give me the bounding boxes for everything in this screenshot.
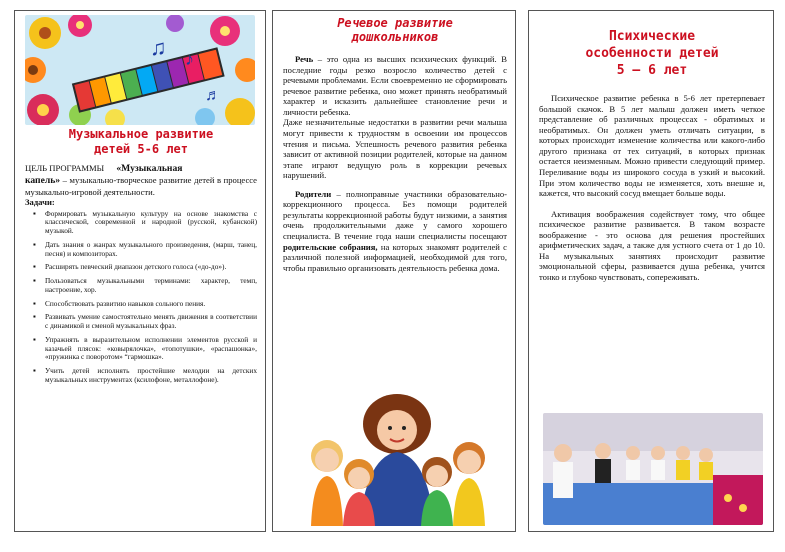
goal-text: – музыкально-творческое развитие детей в процессе музыкально-игровой деятельности.	[25, 174, 257, 197]
speech-title-line2: дошкольников	[351, 29, 439, 44]
list-item: ▪ Расширять певческий диапазон детского голоса («до-до»).	[31, 263, 257, 272]
panel-speech-development	[272, 10, 516, 532]
psych-title-line2: особенности детей	[585, 45, 719, 61]
goal-label: ЦЕЛЬ ПРОГРАММЫ	[25, 163, 105, 173]
psych-title-line1: Психические	[608, 29, 696, 44]
list-item: ▪ Упражнять в выразительном исполнении элементов русской и казачьей плясок: «ковырялочка», «топотушки», «распашонка», «пружинка с поворотом» “гармошка».	[31, 336, 257, 362]
tasks-list	[25, 210, 257, 385]
list-item: ▪ Учить детей исполнять простейшие мелодии на детских музыкальных инструментах (ксилофоне, металлофоне).	[31, 367, 257, 385]
music-title-line1: Музыкальное развитие	[68, 127, 214, 141]
children-performance-photo	[543, 413, 763, 525]
list-item: ▪ Формировать музыкальную культуру на основе знакомства с классической, современной и народной (русской, кубанской) музыкой.	[31, 210, 257, 236]
speech-title-line1: Речевое развитие	[337, 16, 453, 30]
panel-music-development	[14, 10, 266, 532]
psych-title-line3: 5 – 6 лет	[616, 62, 688, 78]
psych-paragraph-2: Активация воображения содействует тому, что общее психическое развитие развивается. В таком возрасте воображение - это основа для решения простейших арифметических задач, а также для устного счета от 1 до 10. На музыкальных занятиях происходит развитие эмоциональной сферы, развивается душа ребенка, учится тонко и глубоко чувствовать, сопереживать.	[539, 208, 765, 282]
svg-text:♬: ♬	[205, 87, 221, 104]
flowers-piano-illustration	[25, 15, 255, 125]
program-goal	[25, 163, 257, 197]
list-item: ▪ Развивать умение самостоятельно менять движения в соответствии с динамикой и сменой музыкальных фраз.	[31, 313, 257, 331]
speech-paragraph-3: Родители – полноправные участники образовательно-коррекционного процесса. Без помощи родителей результаты коррекционной работы будут низкими, а занятия очень продолжительными даже у самого хорошего специалиста. В течение года наши специалисты посещают родительские собрания, на которых знакомят родителей с различной полезной информацией, необходимой для того, чтобы правильно организовать деятельность ребенка дома.	[283, 188, 507, 273]
list-item: ▪ Пользоваться музыкальными терминами: характер, темп, настроение, хор.	[31, 277, 257, 295]
psych-paragraph-1: Психическое развитие ребенка в 5-6 лет претерпевает большой скачок. В 5 лет малыш должен иметь четкое представление об различных процессах - обратимых и необратимых. Он должен уметь отличать ситуации, в которых происходит изменение количества или какого-либо другого признака от тех ситуаций, в которых признак остается неизменным. Можно привести следующий пример. Переливание воды из широкого сосуда в узкий и высокий. При этом количество воды не изменяется, хоть внешне и, кажется, что высокий сосуд вмещает больше воды.	[539, 93, 765, 199]
panel-psychological-features	[528, 10, 774, 532]
music-title-line2: детей 5-6 лет	[94, 142, 188, 157]
list-item: ▪ Дать знания о жанрах музыкального произведения, (марш, танец, песня) и композиторах.	[31, 241, 257, 259]
speech-paragraph-1: Речь – это одна из высших психических функций. В последние годы резко возросло количество детей с речевыми проблемами. Если своевременно не сформировать речевое развитие ребенка, оно может принять необратимый характер и исказить дальнейшее становление речи и личности ребенка.	[283, 54, 507, 117]
list-item: ▪ Способствовать развитию навыков сольного пения.	[31, 300, 257, 309]
tasks-label: Задачи:	[25, 197, 55, 208]
svg-text:♪: ♪	[185, 49, 194, 69]
teacher-and-children-illustration	[297, 386, 497, 526]
svg-text:♫: ♫	[150, 35, 167, 60]
program-name-part2: капель»	[25, 174, 61, 186]
speech-paragraph-2: Даже незначительные недостатки в развитии речи малыша могут привести к трудностям в освоении им процессов чтения и письма. Успешность речевого развития ребенка зависит от активной позиции родителей, которые на данном этапе играют ведущую роль в коррекции речевых нарушений.	[283, 117, 507, 181]
program-name-part1: «Музыкальная	[116, 163, 183, 174]
